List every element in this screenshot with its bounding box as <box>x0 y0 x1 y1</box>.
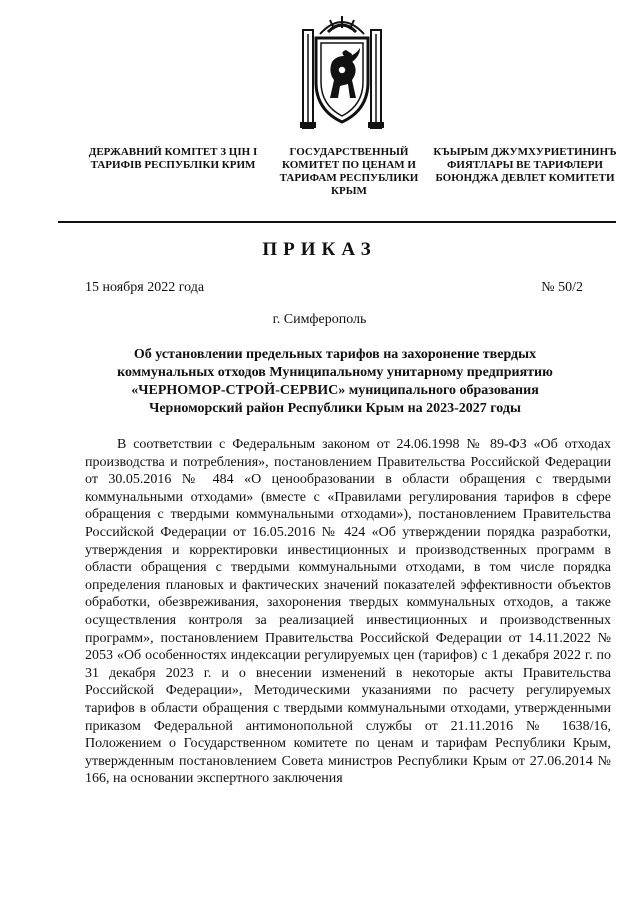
document-type: ПРИКАЗ <box>262 239 377 260</box>
header-divider <box>58 221 616 223</box>
organization-name-russian: ГОСУДАРСТВЕННЫЙ КОМИТЕТ ПО ЦЕНАМ И ТАРИФАМ РЕСПУБЛИКИ КРЫМ <box>279 146 419 197</box>
document-date: 15 ноября 2022 года <box>85 280 205 295</box>
document-number: № 50/2 <box>541 280 583 295</box>
organization-name-crimean-tatar: КЪЫРЫМ ДЖУМХУРИЕТИНИНЪ ФИЯТЛАРЫ ВЕ ТАРИФЛЕРИ БОЮНДЖА ДЕВЛЕТ КОМИТЕТИ <box>433 146 617 184</box>
document-city: г. Симферополь <box>272 312 367 327</box>
document-body: В соответствии с Федеральным законом от 24.06.1998 № 89-ФЗ «Об отходах производства и потребления», постановлением Правительства Российской Федерации от 30.05.2016 № 484 «О ценообразовании в области обращения с твердыми коммунальными отходами» (вместе с «Правилами регулирования тарифов в сфере обращения с твердыми коммунальными отходами»), постановлением Правительства Российской Федерации от 16.05.2016 № 424 «Об утверждении порядка разработки, утверждения и корректировки инвестиционных и производственных программ в области обращения с твердыми коммунальными отходами, в том числе порядка определения плановых и фактических значений показателей эффективности объектов обработки, обезвреживания, захоронения твердых коммунальных отходов, а также осуществления контроля за реализацией инвестиционных и производственных программ», постановлением Правительства Российской Федерации от 14.11.2022 № 2053 «Об особенностях индексации регулируемых цен (тарифов) с 1 декабря 2022 г. по 31 декабря 2023 г. и о внесении изменений в некоторые акты Правительства Российской Федерации», Методическими указаниями по расчету регулируемых тарифов в области обращения с твердыми коммунальными отходами, утвержденными приказом Федеральной антимонопольной службы от 21.11.2016 № 1638/16, Положением о Государственном комитете по ценам и тарифам Республики Крым, утвержденным постановлением Совета министров Республики Крым от 27.06.2014 № 166, на основании экспертного заключения <box>85 437 611 787</box>
document-title: Об установлении предельных тарифов на захоронение твердых коммунальных отходов Муниципальному унитарному предприятию «ЧЕРНОМОР-СТРОЙ-СЕРВИС» муниципального образования Черноморский район Республики Крым на 2023-2027 годы <box>117 347 553 416</box>
organization-name-ukrainian: ДЕРЖАВНИЙ КОМІТЕТ З ЦІН І ТАРИФІВ РЕСПУБЛІКИ КРИМ <box>88 146 258 171</box>
crimea-coat-of-arms-icon <box>300 12 384 130</box>
